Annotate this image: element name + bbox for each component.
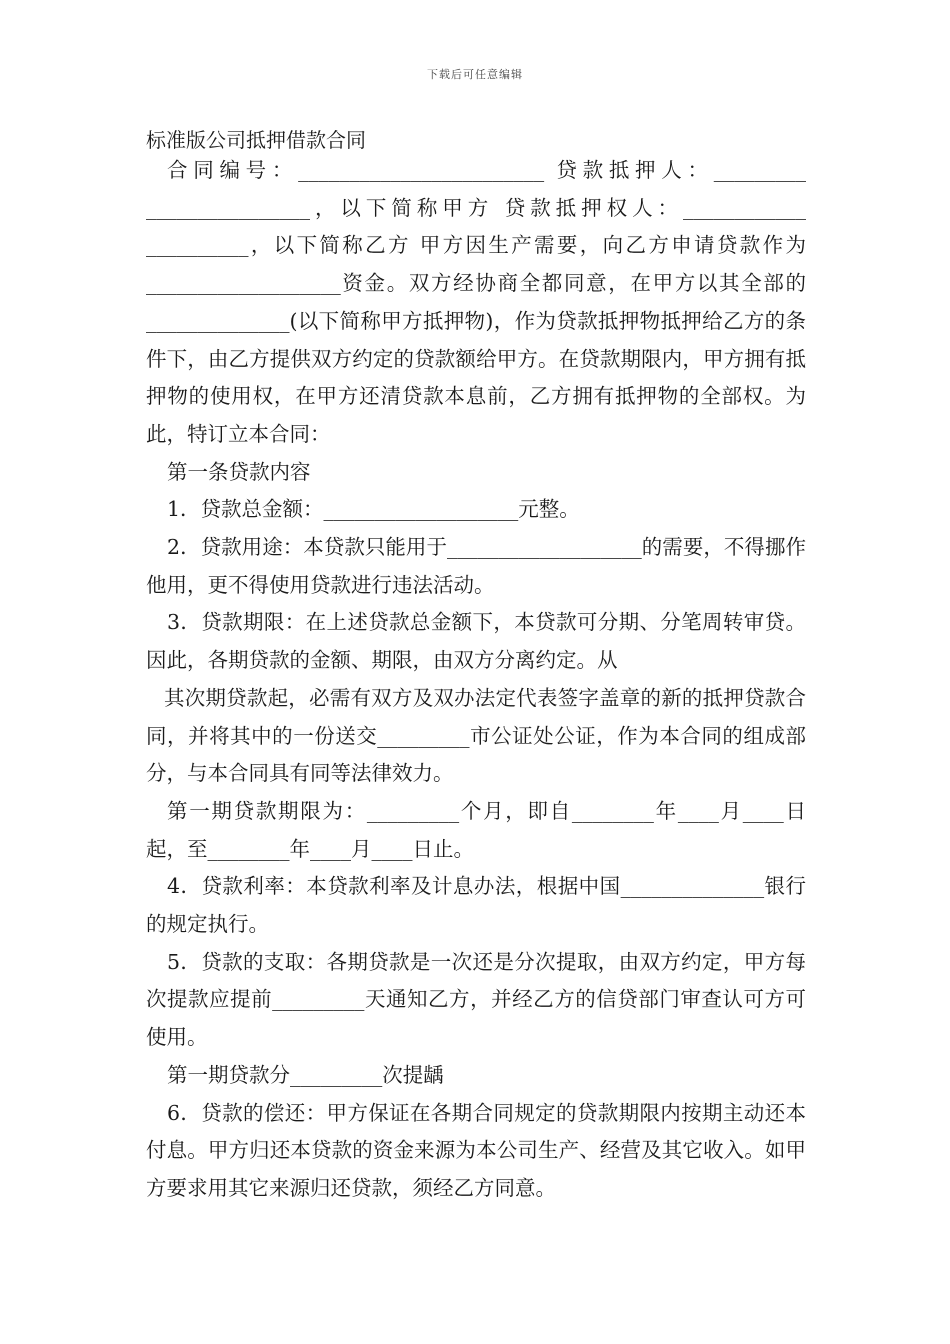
- paragraph-repayment: 6．贷款的偿还：甲方保证在各期合同规定的贷款期限内按期主动还本付息。甲方归还本贷款的资金来源为本公司生产、经营及其它收入。如甲方要求用其它来源归还贷款，须经乙方同意。: [146, 1100, 806, 1200]
- paragraph-first-term: 第一期贷款期限为：_________个月，即自________年____月____日起，至________年____月____日止。: [146, 798, 806, 861]
- paragraph-preamble: 合同编号：________________________ 贷款抵押人：_________ ________________，以下简称甲方 贷款抵押权人：____________ __________，以下简称乙方 甲方因生产需要，向乙方申请贷款作为___________________资金。双方经协商全都同意，在甲方以其全部的______________(以下简称甲方抵押物)，作为贷款抵押物抵押给乙方的条件下，由乙方提供双方约定的贷款额给甲方。在贷款期限内，甲方拥有抵押物的使用权，在甲方还清贷款本息前，乙方拥有抵押物的全部权。为此，特订立本合同：: [146, 158, 806, 446]
- paragraph-loan-term: 3．贷款期限：在上述贷款总金额下，本贷款可分期、分笔周转审贷。因此，各期贷款的金额、期限，由双方分离约定。从: [146, 610, 806, 673]
- paragraph-first-withdrawal: 第一期贷款分_________次提龋: [167, 1062, 444, 1087]
- paragraph-loan-purpose: 2．贷款用途：本贷款只能用于___________________的需要，不得挪作他用，更不得使用贷款进行违法活动。: [146, 535, 806, 597]
- contract-body: [146, 152, 806, 1208]
- paragraph-loan-amount: 1．贷款总金额：___________________元整。: [167, 497, 580, 522]
- page-header: 下载后可任意编辑: [427, 68, 523, 81]
- document-title: 标准版公司抵押借款合同: [146, 128, 366, 152]
- paragraph-interest-rate: 4．贷款利率：本贷款利率及计息办法，根据中国______________银行的规定执行。: [146, 874, 806, 937]
- paragraph-article-1-heading: 第一条贷款内容: [167, 459, 311, 484]
- paragraph-subsequent-loans: 其次期贷款起，必需有双方及双办法定代表签字盖章的新的抵押贷款合同，并将其中的一份送交_________市公证处公证，作为本合同的组成部分，与本合同具有同等法律效力。: [146, 685, 806, 786]
- paragraph-withdrawal: 5．贷款的支取：各期贷款是一次还是分次提取，由双方约定，甲方每次提款应提前_________天通知乙方，并经乙方的信贷部门审查认可方可使用。: [146, 949, 806, 1050]
